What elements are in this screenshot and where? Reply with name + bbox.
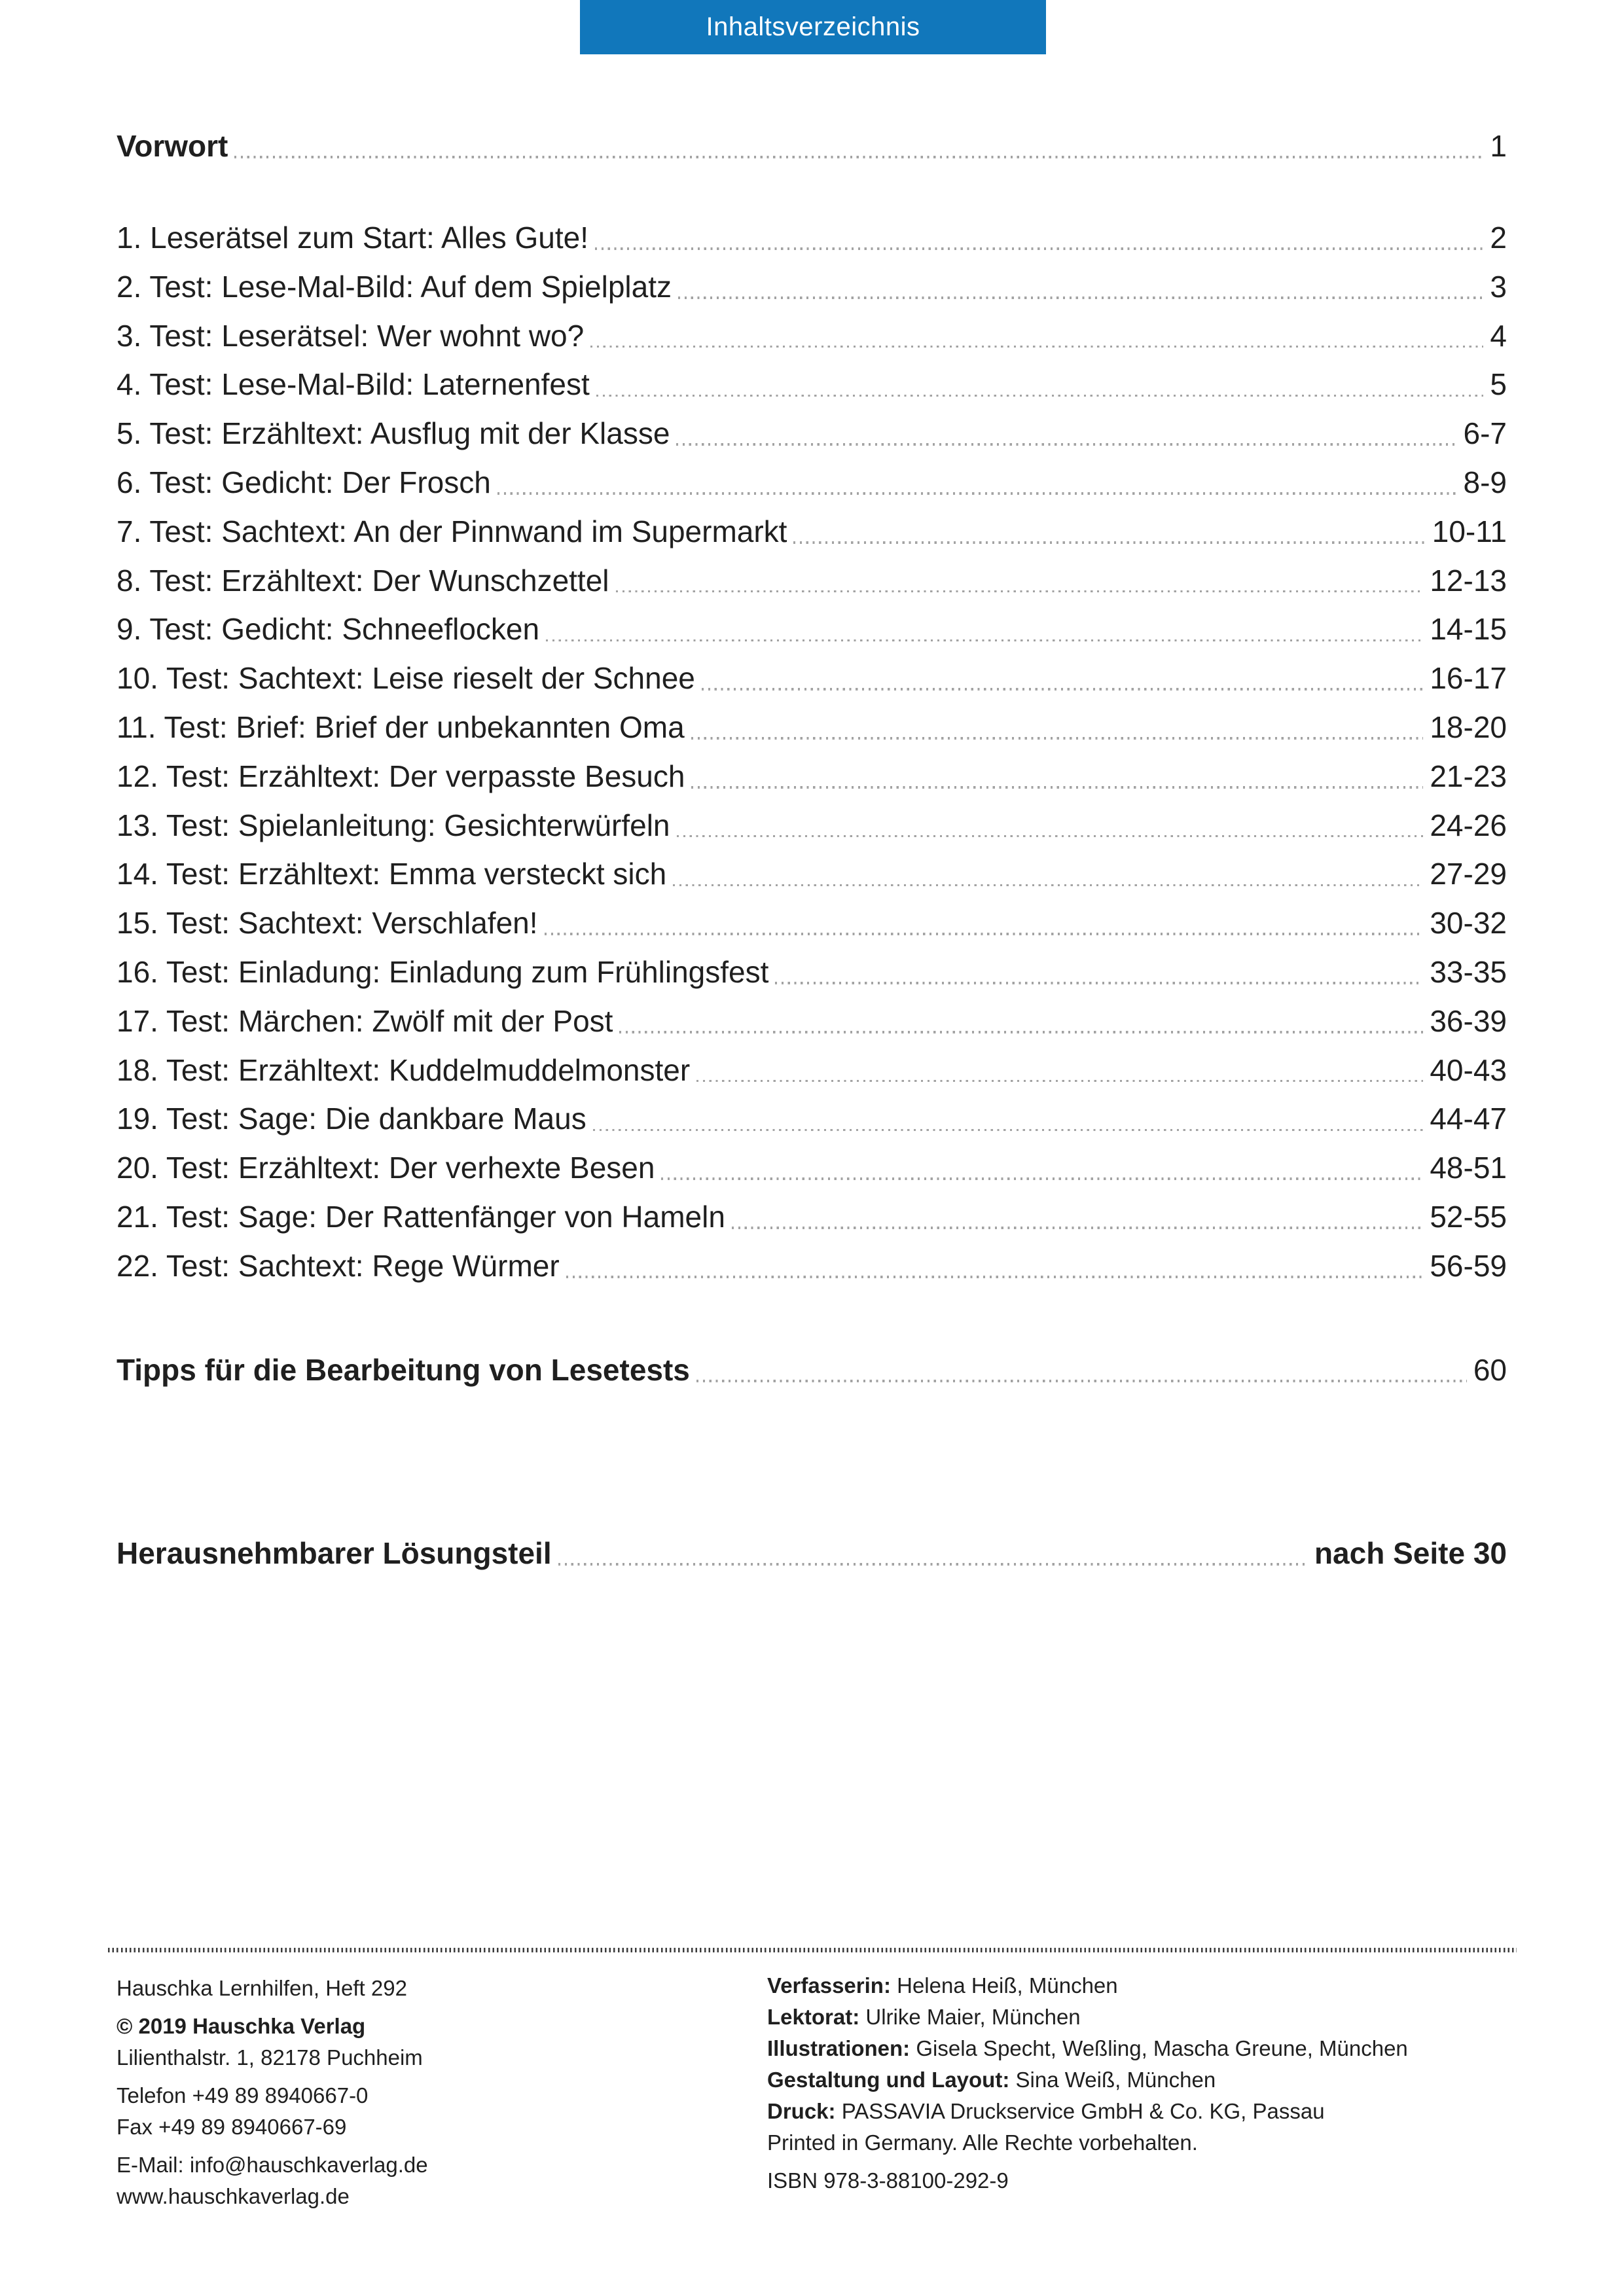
dotted-leader [691, 786, 1423, 789]
toc-entry-page-number: 27-29 [1430, 857, 1507, 891]
toc-entry-label: 18. Test: Erzähltext: Kuddelmuddelmonster [117, 1052, 691, 1087]
toc-row [117, 948, 1507, 997]
dotted-leader [661, 1177, 1423, 1180]
footer-line: © 2019 Hauschka Verlag [117, 2014, 366, 2038]
footer-group [117, 2149, 738, 2212]
footer-line-label: Gestaltung und Layout: [767, 2068, 1010, 2092]
toc-entry-label: 2. Test: Lese-Mal-Bild: Auf dem Spielplatz [117, 269, 672, 304]
toc-entry-page-number: 10-11 [1432, 514, 1507, 548]
toc-row [117, 801, 1507, 850]
toc-entry-page-number: 21-23 [1430, 759, 1507, 793]
footer-line-label: Verfasserin: [767, 1973, 891, 1998]
toc-entry-page-number: 6-7 [1463, 416, 1507, 451]
toc-row [117, 262, 1507, 312]
dotted-leader [595, 247, 1483, 250]
footer-group [767, 2165, 1526, 2197]
toc-row [117, 312, 1507, 361]
dotted-leader [566, 1276, 1424, 1278]
perforation-separator-line [108, 1948, 1517, 1952]
footer-line: ISBN 978-3-88100-292-9 [767, 2168, 1009, 2193]
toc-row [117, 1242, 1507, 1291]
footer-line-label: Druck: [767, 2099, 836, 2123]
toc-entry-page-number: 40-43 [1430, 1052, 1507, 1087]
toc-row-loesungsteil [117, 1529, 1507, 1578]
toc-entry-label: 1. Leserätsel zum Start: Alles Gute! [117, 221, 588, 255]
toc-entry-label: 11. Test: Brief: Brief der unbekannten Oma [117, 709, 685, 744]
toc-row [117, 458, 1507, 507]
footer-line: E-Mail: info@hauschkaverlag.de [117, 2153, 428, 2177]
toc-entry-page-number: 33-35 [1430, 954, 1507, 989]
footer-line-label: Illustrationen: [767, 2036, 911, 2060]
toc-entry-label: 16. Test: Einladung: Einladung zum Frühlingsfest [117, 954, 769, 989]
dotted-leader [696, 1380, 1467, 1382]
dotted-leader [678, 296, 1483, 299]
toc-entry-page-number: 24-26 [1430, 808, 1507, 842]
toc-entry-page-number: 2 [1490, 221, 1507, 255]
footer-line: Telefon +49 89 8940667-0 [117, 2083, 369, 2108]
dotted-leader [732, 1227, 1423, 1229]
toc-entry-label: 22. Test: Sachtext: Rege Würmer [117, 1248, 560, 1283]
toc-row [117, 360, 1507, 409]
toc-entry-label: 13. Test: Spielanleitung: Gesichterwürfeln [117, 808, 670, 842]
dotted-leader [676, 443, 1456, 446]
toc-entry-label: 15. Test: Sachtext: Verschlafen! [117, 906, 538, 941]
toc-entry-label: 7. Test: Sachtext: An der Pinnwand im Supermarkt [117, 514, 787, 548]
footer-group [767, 1970, 1526, 2159]
toc-entry-label: 3. Test: Leserätsel: Wer wohnt wo? [117, 318, 585, 353]
toc-entry-page-number: 5 [1490, 367, 1507, 402]
toc-row [117, 703, 1507, 752]
footer-group [117, 2080, 738, 2143]
toc-row [117, 409, 1507, 458]
dotted-leader [673, 884, 1423, 887]
footer-line: Illustrationen: Gisela Specht, Weßling, Mascha Greune, München [767, 2036, 1408, 2060]
header-tab [580, 0, 1046, 54]
vorwort-page-number: 1 [1490, 129, 1507, 163]
dotted-leader [691, 737, 1424, 740]
toc-entry-page-number: 12-13 [1430, 563, 1507, 598]
footer-group [117, 1973, 738, 2004]
toc-entry-label: 8. Test: Erzähltext: Der Wunschzettel [117, 563, 609, 598]
dotted-leader [545, 933, 1424, 935]
toc-entry-page-number: 18-20 [1430, 709, 1507, 744]
dotted-leader [775, 982, 1423, 984]
footer-line: Gestaltung und Layout: Sina Weiß, München [767, 2068, 1216, 2092]
toc-entry-label: 21. Test: Sage: Der Rattenfänger von Hameln [117, 1199, 725, 1234]
footer-credits-column [767, 1970, 1526, 2203]
toc-entry-page-number: 48-51 [1430, 1151, 1507, 1185]
toc-row [117, 507, 1507, 556]
toc-entry-label: 10. Test: Sachtext: Leise rieselt der Schnee [117, 661, 695, 696]
footer-line: Lilienthalstr. 1, 82178 Puchheim [117, 2045, 423, 2070]
toc-row [117, 213, 1507, 262]
loesungsteil-page-number: nach Seite 30 [1314, 1536, 1507, 1570]
toc-entry-list [117, 213, 1507, 1291]
toc-row [117, 752, 1507, 801]
toc-entry-page-number: 4 [1490, 318, 1507, 353]
toc-row [117, 556, 1507, 605]
dotted-leader [593, 1129, 1424, 1132]
tipps-page-number: 60 [1473, 1353, 1507, 1387]
dotted-leader [590, 346, 1483, 348]
dotted-leader [497, 492, 1457, 495]
toc-entry-page-number: 3 [1490, 269, 1507, 304]
dotted-leader [702, 688, 1423, 691]
dotted-leader [793, 541, 1425, 544]
vorwort-label: Vorwort [117, 129, 228, 163]
toc-entry-page-number: 36-39 [1430, 1003, 1507, 1038]
dotted-leader [596, 395, 1484, 397]
toc-row [117, 605, 1507, 654]
toc-row [117, 899, 1507, 948]
toc-row [117, 1143, 1507, 1193]
dotted-leader [616, 590, 1424, 593]
footer-line: Hauschka Lernhilfen, Heft 292 [117, 1976, 407, 2000]
loesungsteil-label: Herausnehmbarer Lösungsteil [117, 1536, 552, 1570]
dotted-leader [558, 1563, 1308, 1566]
footer-line: Lektorat: Ulrike Maier, München [767, 2005, 1081, 2029]
toc-entry-label: 14. Test: Erzähltext: Emma versteckt sich [117, 857, 667, 891]
toc-entry-page-number: 16-17 [1430, 661, 1507, 696]
toc-entry-page-number: 44-47 [1430, 1102, 1507, 1136]
tipps-label: Tipps für die Bearbeitung von Lesetests [117, 1353, 690, 1387]
dotted-leader [696, 1080, 1423, 1083]
toc-entry-label: 6. Test: Gedicht: Der Frosch [117, 465, 491, 499]
toc-row-vorwort [117, 122, 1507, 171]
footer-line: Fax +49 89 8940667-69 [117, 2115, 347, 2139]
toc-entry-label: 19. Test: Sage: Die dankbare Maus [117, 1102, 586, 1136]
toc-entry-label: 12. Test: Erzähltext: Der verpasste Besuch [117, 759, 685, 793]
toc-entry-page-number: 56-59 [1430, 1248, 1507, 1283]
toc-row [117, 997, 1507, 1046]
footer-line: Druck: PASSAVIA Druckservice GmbH & Co. KG, Passau [767, 2099, 1325, 2123]
toc-entry-page-number: 52-55 [1430, 1199, 1507, 1234]
toc-entry-page-number: 8-9 [1463, 465, 1507, 499]
toc-entry-label: 20. Test: Erzähltext: Der verhexte Besen [117, 1151, 655, 1185]
footer-line-label: Lektorat: [767, 2005, 860, 2029]
toc-row-tipps [117, 1346, 1507, 1395]
footer-line: Printed in Germany. Alle Rechte vorbehalten. [767, 2130, 1198, 2155]
toc-entry-label: 4. Test: Lese-Mal-Bild: Laternenfest [117, 367, 590, 402]
toc-entry-label: 17. Test: Märchen: Zwölf mit der Post [117, 1003, 613, 1038]
toc-entry-page-number: 30-32 [1430, 906, 1507, 941]
toc-entry-page-number: 14-15 [1430, 612, 1507, 647]
dotted-leader [546, 639, 1423, 642]
toc-row [117, 1046, 1507, 1095]
toc-row [117, 1094, 1507, 1143]
footer-line: Verfasserin: Helena Heiß, München [767, 1973, 1118, 1998]
footer-group [117, 2011, 738, 2073]
toc-entry-label: 9. Test: Gedicht: Schneeflocken [117, 612, 540, 647]
header-tab-label: Inhaltsverzeichnis [706, 12, 920, 41]
toc-entry-label: 5. Test: Erzähltext: Ausflug mit der Klasse [117, 416, 670, 451]
toc-row [117, 654, 1507, 703]
dotted-leader [234, 156, 1483, 158]
dotted-leader [677, 835, 1424, 838]
toc-row [117, 850, 1507, 899]
dotted-leader [619, 1031, 1423, 1033]
footer-publisher-column [117, 1973, 738, 2219]
footer-line: www.hauschkaverlag.de [117, 2184, 350, 2208]
toc-row [117, 1193, 1507, 1242]
